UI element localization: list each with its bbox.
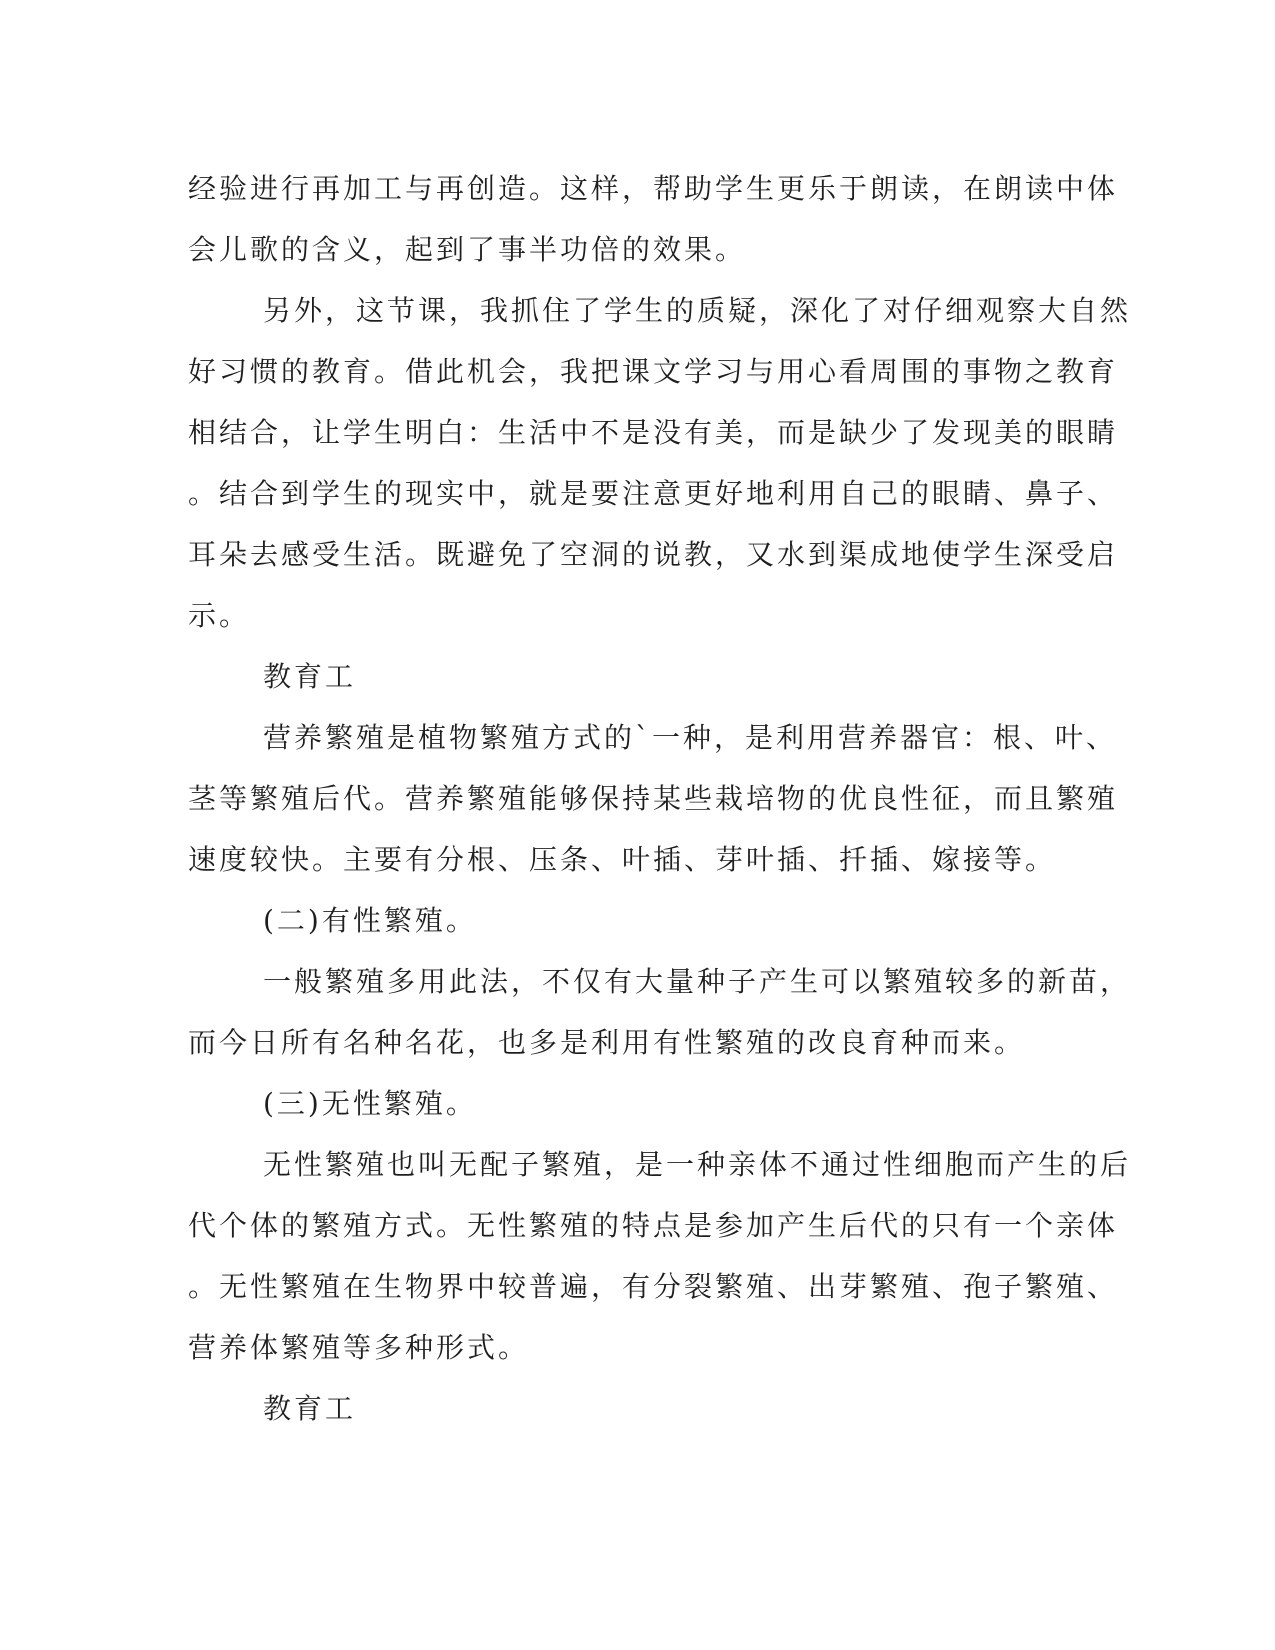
text-line: 一般繁殖多用此法，不仅有大量种子产生可以繁殖较多的新苗， (263, 965, 1132, 998)
text-line: 而今日所有名种名花，也多是利用有性繁殖的改良育种而来。 (188, 1026, 1026, 1059)
text-line: 会儿歌的含义，起到了事半功倍的效果。 (188, 233, 747, 266)
document-body (188, 158, 1132, 1439)
text-line: 营养繁殖是植物繁殖方式的`一种，是利用营养器官：根、叶、 (263, 721, 1118, 754)
text-line: 教育工 (263, 660, 357, 693)
text-line: 。无性繁殖在生物界中较普遍，有分裂繁殖、出芽繁殖、孢子繁殖、 (188, 1270, 1119, 1303)
text-line: (三)无性繁殖。 (263, 1087, 477, 1120)
text-line: 经验进行再加工与再创造。这样，帮助学生更乐于朗读，在朗读中体 (188, 172, 1119, 205)
text-line: 。结合到学生的现实中，就是要注意更好地利用自己的眼睛、鼻子、 (188, 477, 1119, 510)
text-line: (二)有性繁殖。 (263, 904, 477, 937)
text-line: 代个体的繁殖方式。无性繁殖的特点是参加产生后代的只有一个亲体 (188, 1209, 1119, 1242)
text-line: 营养体繁殖等多种形式。 (188, 1331, 530, 1364)
text-line: 另外，这节课，我抓住了学生的质疑，深化了对仔细观察大自然 (263, 294, 1132, 327)
text-line: 速度较快。主要有分根、压条、叶插、芽叶插、扦插、嫁接等。 (188, 843, 1057, 876)
text-line: 无性繁殖也叫无配子繁殖，是一种亲体不通过性细胞而产生的后 (263, 1148, 1132, 1181)
text-line: 示。 (188, 599, 251, 632)
text-line: 相结合，让学生明白：生活中不是没有美，而是缺少了发现美的眼睛 (188, 416, 1119, 449)
text-line: 耳朵去感受生活。既避免了空洞的说教，又水到渠成地使学生深受启 (188, 538, 1119, 571)
text-line: 好习惯的教育。借此机会，我把课文学习与用心看周围的事物之教育 (188, 355, 1119, 388)
text-line: 教育工 (263, 1392, 357, 1425)
text-line: 茎等繁殖后代。营养繁殖能够保持某些栽培物的优良性征，而且繁殖 (188, 782, 1119, 815)
